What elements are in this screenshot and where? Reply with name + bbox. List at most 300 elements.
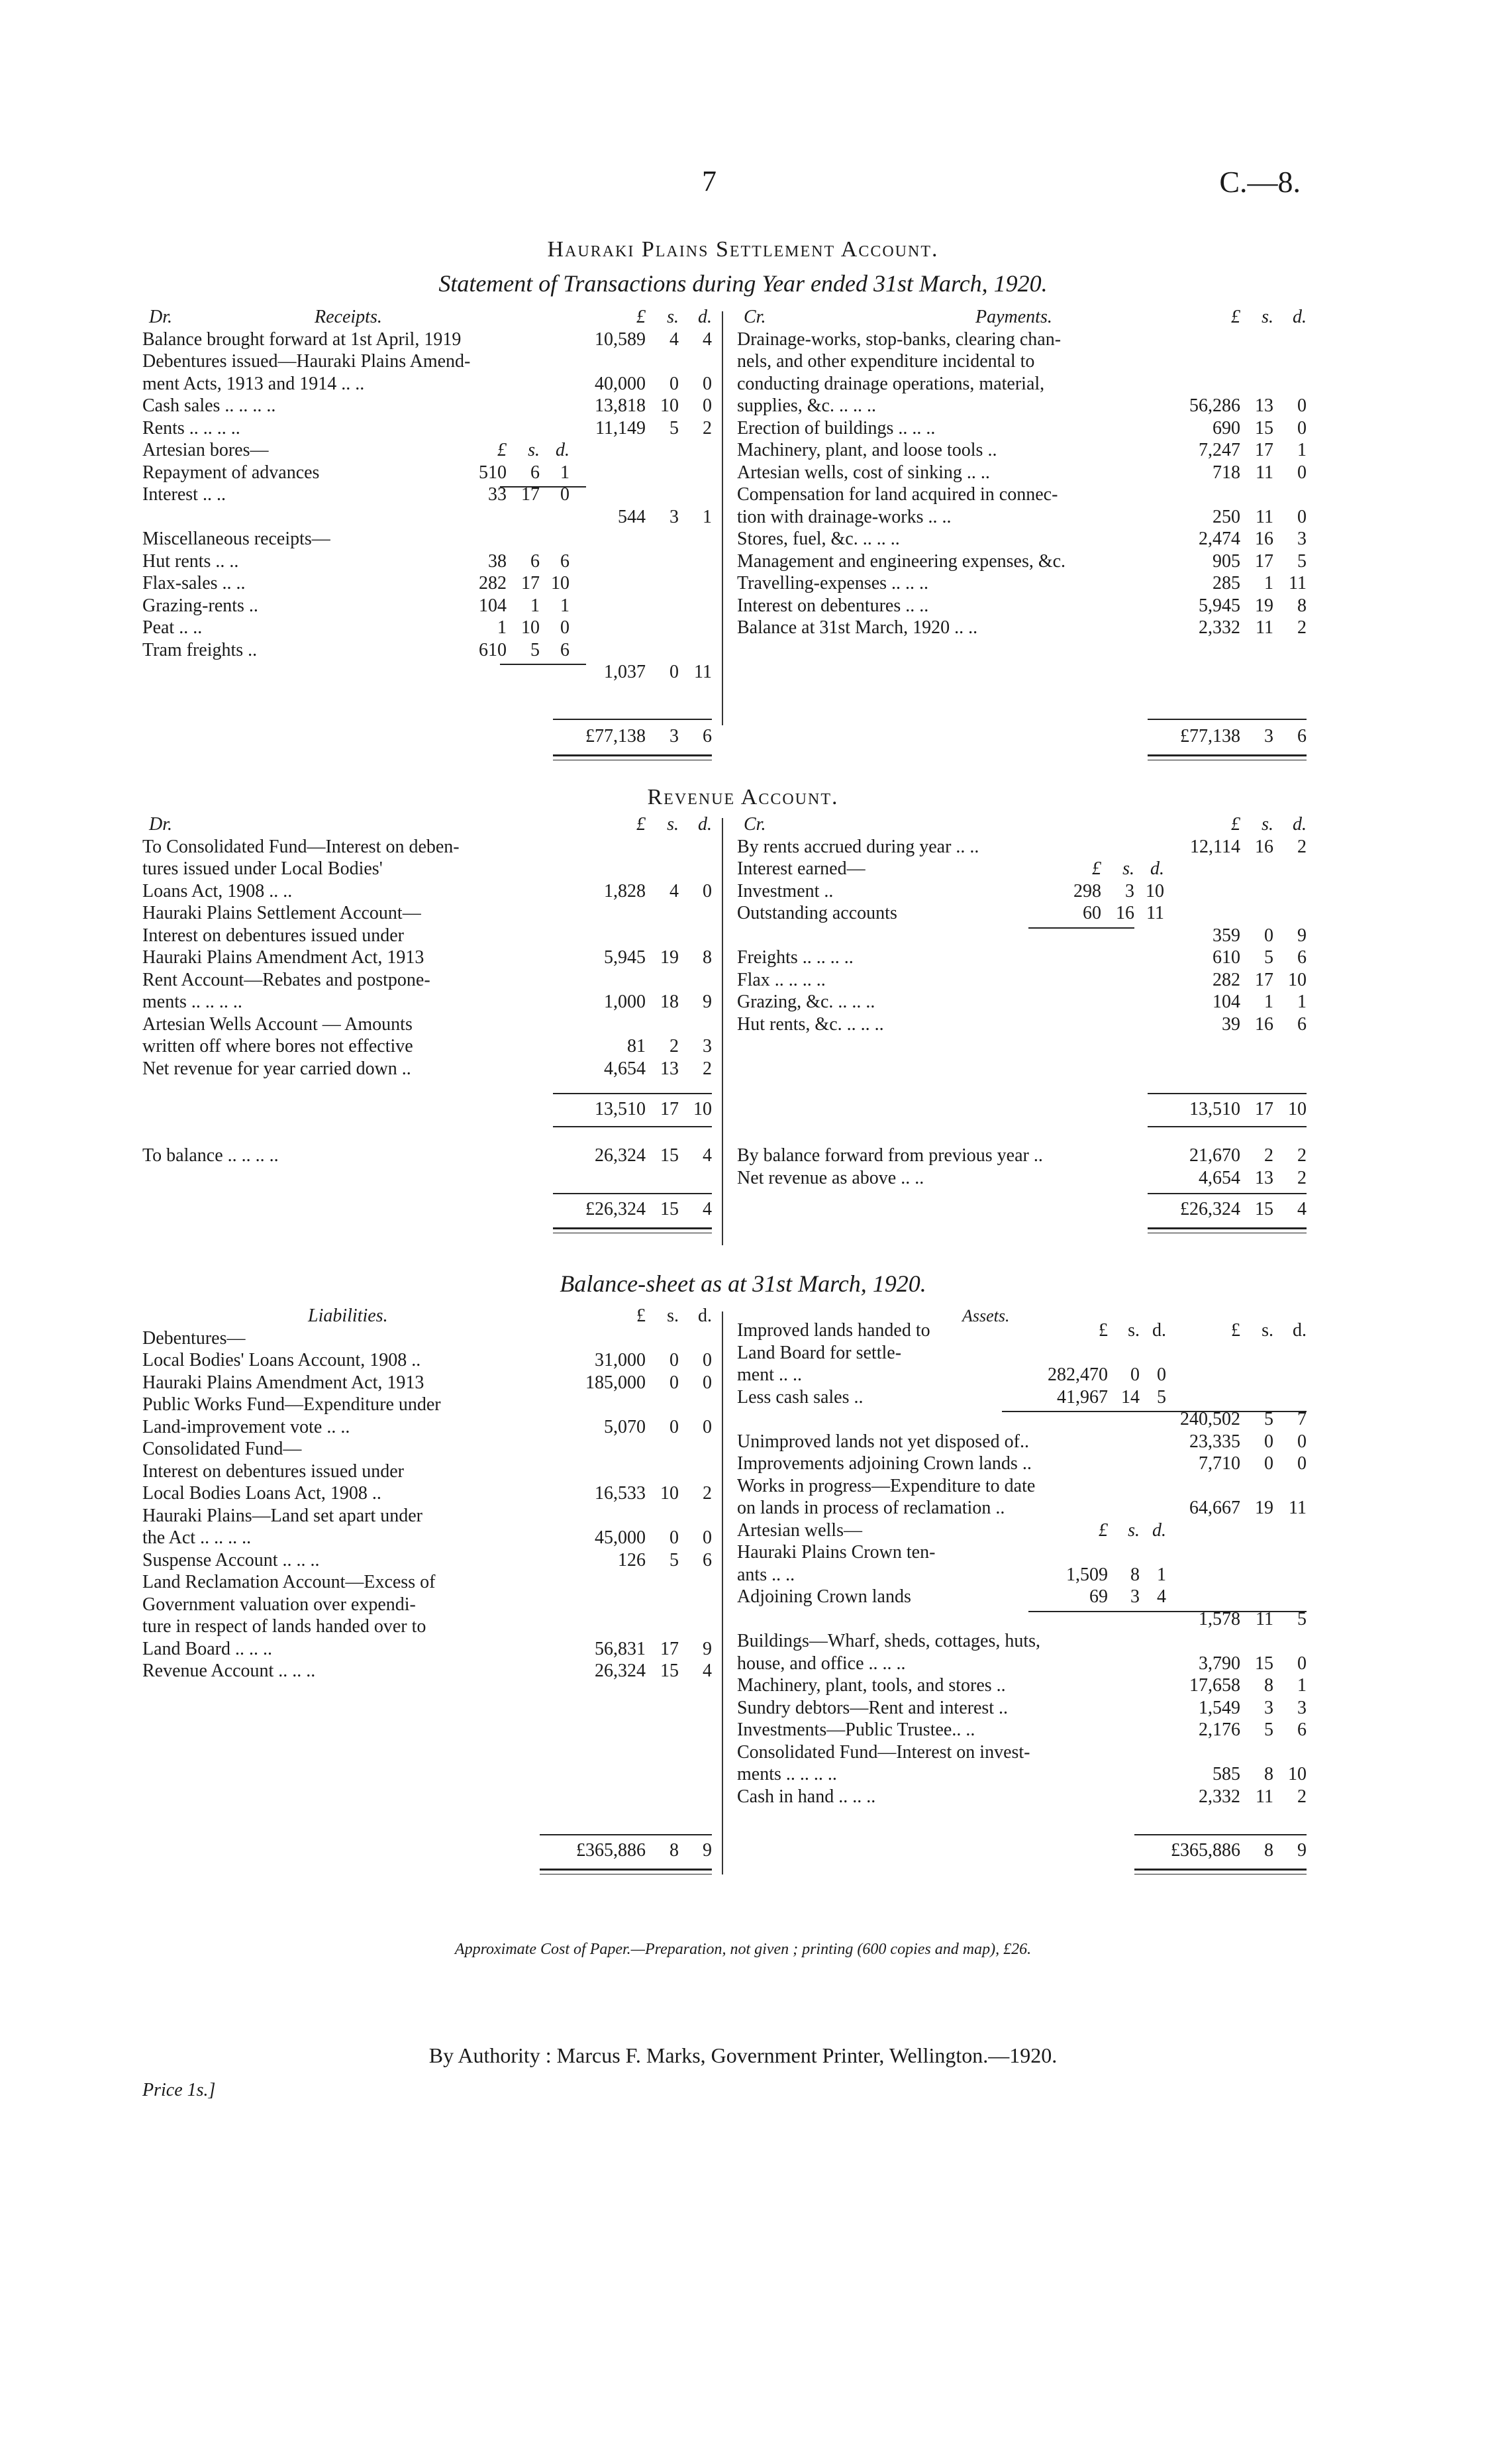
shillings: 16 (1255, 836, 1273, 857)
shillings-header: s. (667, 1306, 679, 1326)
entry-text: the Act .. .. .. .. (142, 1527, 252, 1548)
shillings: 3 (1264, 726, 1273, 747)
inner-shillings: 0 (1130, 1364, 1140, 1385)
dr-label: Dr. (149, 307, 173, 327)
receipts-row (142, 572, 712, 595)
pounds: 718 (1213, 462, 1240, 483)
revenue-subtotal-row (737, 1098, 1307, 1121)
liability-row (142, 1372, 712, 1394)
entry-text: Hut rents, &c. .. .. .. (737, 1013, 884, 1035)
pence-header: d. (698, 814, 712, 835)
receipts-total-double-rule (553, 754, 712, 760)
payments-total-rule (1148, 719, 1307, 720)
shillings: 8 (1264, 1675, 1273, 1696)
inner-pence: 6 (560, 639, 570, 660)
pence: 0 (1297, 1431, 1307, 1452)
liabilities-total-rule (540, 1834, 712, 1835)
pounds-header: £ (636, 814, 646, 835)
pounds: 40,000 (595, 373, 646, 394)
receipts-row (142, 417, 712, 440)
receipts-table (142, 306, 712, 747)
entry-text: Net revenue for year carried down .. (142, 1058, 411, 1079)
pence: 4 (703, 1661, 712, 1681)
entry-text: Machinery, plant, tools, and stores .. (737, 1675, 1006, 1696)
pounds: 4,654 (604, 1058, 646, 1079)
interest-subtotal-rule (1028, 927, 1134, 929)
pounds-header: £ (1231, 307, 1240, 327)
printer-authority: By Authority : Marcus F. Marks, Government Printer, Wellington.—1920. (428, 2043, 1058, 2067)
pence: 8 (703, 947, 712, 968)
revenue-credit-row (737, 925, 1307, 947)
entry-text: Artesian wells, cost of sinking .. .. (737, 462, 990, 483)
by-balance-row (737, 1167, 1307, 1190)
shillings: 10 (660, 395, 679, 416)
inner-shillings: s. (1128, 1519, 1140, 1541)
inner-pounds: 298 (1073, 880, 1101, 901)
receipts-label: Receipts. (315, 307, 382, 327)
pounds: 5,945 (1199, 595, 1240, 616)
entry-text: tures issued under Local Bodies' (142, 858, 383, 879)
inner-pounds: 1 (497, 617, 507, 638)
entry-text: supplies, &c. .. .. .. (737, 395, 876, 416)
payments-row (737, 595, 1307, 617)
entry-text: Rent Account—Rebates and postpone- (142, 969, 430, 990)
assets-total-double-rule (1134, 1869, 1307, 1874)
revenue-total-row (142, 1198, 712, 1221)
shillings: 0 (669, 1527, 679, 1548)
shillings: 4 (669, 880, 679, 901)
pounds: 126 (618, 1549, 646, 1570)
shillings: 3 (669, 506, 679, 527)
revenue-total-row (737, 1198, 1307, 1221)
pounds: 17,658 (1189, 1675, 1240, 1696)
entry-text: Grazing-rents .. (142, 595, 258, 616)
pounds: 7,710 (1199, 1453, 1240, 1474)
pence-header: d. (698, 1306, 712, 1326)
entry-text: Consolidated Fund— (142, 1439, 302, 1459)
entry-text: Artesian Wells Account — Amounts (142, 1013, 413, 1035)
payments-row (737, 439, 1307, 462)
shillings: 17 (660, 1638, 679, 1659)
pence: 8 (1297, 595, 1307, 616)
pence: 9 (1297, 925, 1307, 946)
entry-text: Peat .. .. (142, 617, 203, 638)
shillings-header: s. (667, 307, 679, 327)
shillings: 3 (669, 726, 679, 747)
pence: 0 (703, 373, 712, 394)
revenue-credit-row (737, 880, 1307, 903)
inner-pounds: 33 (488, 484, 507, 505)
asset-row (737, 1564, 1307, 1586)
entry-text: Flax .. .. .. .. (737, 969, 826, 990)
inner-shillings: 8 (1130, 1564, 1140, 1585)
entry-text: Hauraki Plains Amendment Act, 1913 (142, 947, 424, 968)
shillings: 11 (1256, 462, 1273, 483)
liability-row (142, 1482, 712, 1505)
revenue-credit-row (737, 836, 1307, 858)
asset-row (737, 1630, 1307, 1653)
shillings-header: s. (1262, 1320, 1273, 1341)
revenue-debit-row (142, 902, 712, 925)
pence: 1 (1297, 1675, 1307, 1696)
entry-text: Improved lands handed to (737, 1320, 930, 1341)
receipts-row (142, 528, 712, 550)
pence: 4 (703, 1145, 712, 1166)
inner-pence-header: d. (1152, 1320, 1166, 1341)
inner-shillings: s. (1122, 858, 1134, 879)
assets-total-rule (1134, 1834, 1307, 1835)
liability-row (142, 1571, 712, 1594)
revenue-credit-row (737, 902, 1307, 925)
receipts-row (142, 462, 712, 484)
shillings: 11 (1256, 617, 1273, 638)
pence: 9 (1297, 1840, 1307, 1861)
inner-pence: 11 (1146, 903, 1164, 923)
entry-text: tion with drainage-works .. .. (737, 506, 952, 527)
entry-text: Machinery, plant, and loose tools .. (737, 440, 997, 460)
inner-pounds: 104 (479, 595, 507, 616)
inner-pounds: 282 (479, 573, 507, 593)
inner-pounds: 282,470 (1048, 1364, 1108, 1385)
entry-text: To balance .. .. .. .. (142, 1145, 279, 1166)
shillings: 3 (1264, 1697, 1273, 1718)
entry-text: nels, and other expenditure incidental to (737, 351, 1035, 372)
inner-pence: 1 (560, 595, 570, 616)
liability-row (142, 1638, 712, 1661)
inner-shillings: 3 (1130, 1586, 1140, 1607)
shillings: 19 (1255, 1498, 1273, 1518)
receipts-total-rule (553, 719, 712, 720)
shillings: 8 (669, 1840, 679, 1861)
entry-text: Government valuation over expendi- (142, 1594, 416, 1615)
entry-text: Flax-sales .. .. (142, 573, 246, 593)
payments-row (737, 484, 1307, 506)
pounds: 31,000 (595, 1350, 646, 1370)
shillings: 13 (660, 1058, 679, 1079)
approximate-cost-note: Approximate Cost of Paper.—Preparation, not given ; printing (600 copies and map), £26. (454, 1941, 1032, 1958)
shillings: 5 (1264, 1720, 1273, 1740)
shillings: 15 (660, 1145, 679, 1166)
payments-row (737, 550, 1307, 573)
settlement-column-divider (722, 311, 723, 725)
inner-pence: d. (1150, 858, 1164, 879)
entry-text: Debentures— (142, 1327, 246, 1349)
pence: 2 (1297, 1145, 1307, 1166)
revenue-debit-header-row (142, 813, 712, 836)
assets-label: Assets. (962, 1306, 1010, 1325)
asset-row (737, 1431, 1307, 1453)
pence: 1 (703, 506, 712, 527)
pounds: 1,000 (604, 992, 646, 1012)
shillings: 4 (669, 329, 679, 350)
entry-text: Works in progress—Expenditure to date (737, 1475, 1036, 1496)
liability-row (142, 1505, 712, 1527)
asset-row (737, 1364, 1307, 1386)
pence: 6 (1297, 947, 1307, 968)
pounds: 26,324 (595, 1661, 646, 1681)
pounds-header: £ (636, 1306, 646, 1326)
inner-pence: 5 (1157, 1386, 1166, 1408)
entry-text: ment .. .. (737, 1364, 802, 1385)
pounds: 5,070 (604, 1416, 646, 1437)
inner-pounds: 510 (479, 462, 507, 483)
pence: 2 (703, 1058, 712, 1079)
entry-text: Tram freights .. (142, 639, 258, 660)
entry-text: Balance brought forward at 1st April, 1919 (142, 329, 462, 350)
inner-pounds: 69 (1089, 1586, 1108, 1607)
shillings-header: s. (1262, 814, 1273, 835)
asset-row (737, 1519, 1307, 1542)
pence: 10 (693, 1099, 712, 1120)
pence-header: d. (1293, 814, 1307, 835)
inner-pence: 10 (551, 573, 570, 593)
shillings: 11 (1256, 1608, 1273, 1629)
asset-row (737, 1697, 1307, 1720)
liability-row (142, 1438, 712, 1461)
asset-row (737, 1586, 1307, 1608)
inner-pounds: £ (497, 440, 507, 460)
revenue-debit-table (142, 813, 712, 1220)
entry-text: written off where bores not effective (142, 1036, 413, 1056)
pence: 0 (703, 395, 712, 416)
pounds: 13,818 (595, 395, 646, 416)
revenue-debit-row (142, 991, 712, 1013)
asset-row (737, 1342, 1307, 1364)
revenue-debit-row (142, 925, 712, 947)
pence: 5 (1297, 1608, 1307, 1629)
inner-pounds: 41,967 (1057, 1386, 1108, 1408)
pounds: 1,549 (1199, 1697, 1240, 1718)
pence: 1 (1297, 992, 1307, 1012)
inner-shillings: 14 (1121, 1386, 1140, 1408)
receipts-header-row (142, 306, 712, 329)
shillings: 17 (660, 1099, 679, 1120)
pounds: £365,886 (1171, 1840, 1240, 1861)
payments-row (737, 572, 1307, 595)
shillings: 2 (669, 1036, 679, 1056)
entry-text: Buildings—Wharf, sheds, cottages, huts, (737, 1631, 1041, 1651)
entry-text: ants .. .. (737, 1564, 795, 1585)
inner-shillings: 3 (1125, 880, 1134, 901)
pounds: 359 (1213, 925, 1240, 946)
payments-total-row (737, 725, 1307, 748)
pence: 4 (703, 1199, 712, 1220)
revenue-debit-row (142, 1058, 712, 1080)
pounds: 282 (1213, 969, 1240, 990)
assets-header-row (737, 1305, 1307, 1325)
shillings: 10 (660, 1483, 679, 1504)
pounds: 23,335 (1189, 1431, 1240, 1452)
entry-text: Artesian wells— (737, 1519, 862, 1541)
entry-text: Local Bodies' Loans Account, 1908 .. (142, 1350, 421, 1370)
settlement-statement-subtitle: Statement of Transactions during Year ended 31st March, 1920. (438, 270, 1048, 297)
pence: 0 (703, 1372, 712, 1393)
inner-shillings: 6 (530, 462, 540, 483)
inner-pence: 1 (1157, 1564, 1166, 1585)
pounds: 1,578 (1199, 1608, 1240, 1629)
revenue-subtotal-row (142, 1098, 712, 1121)
revenue-debit-row (142, 836, 712, 858)
improved-lands-rule (1002, 1411, 1307, 1412)
pounds: 2,332 (1199, 1786, 1240, 1807)
inner-pounds: £ (1092, 858, 1101, 879)
revenue-debit-row (142, 969, 712, 992)
settlement-account-title: Hauraki Plains Settlement Account. (547, 237, 939, 262)
revenue-credit-row (737, 1013, 1307, 1036)
pounds: 3,790 (1199, 1653, 1240, 1674)
shillings: 0 (669, 1372, 679, 1393)
pence: 9 (703, 992, 712, 1012)
pounds: 240,502 (1180, 1409, 1240, 1429)
pounds-header: £ (1231, 814, 1240, 835)
entry-text: Net revenue as above .. .. (737, 1167, 924, 1188)
entry-text: Grazing, &c. .. .. .. (737, 992, 875, 1012)
pounds: 45,000 (595, 1527, 646, 1548)
entry-text: Hut rents .. .. (142, 550, 239, 572)
asset-row (737, 1453, 1307, 1475)
entry-text: Suspense Account .. .. .. (142, 1549, 320, 1570)
shillings-header: s. (1262, 307, 1273, 327)
revenue-credit-table (737, 813, 1307, 1220)
receipts-row (142, 484, 712, 506)
shillings: 11 (1256, 506, 1273, 527)
pounds: 5,945 (604, 947, 646, 968)
liability-row (142, 1549, 712, 1572)
inner-pounds-header: £ (1099, 1320, 1108, 1341)
entry-text: Improvements adjoining Crown lands .. (737, 1453, 1032, 1474)
asset-row (737, 1475, 1307, 1498)
assets-table (737, 1305, 1307, 1861)
pounds: 2,176 (1199, 1720, 1240, 1740)
pounds: 10,589 (595, 329, 646, 350)
receipts-row (142, 373, 712, 395)
revenue-debit-row (142, 858, 712, 880)
receipts-row (142, 506, 712, 529)
entry-text: Hauraki Plains Settlement Account— (142, 903, 421, 923)
inner-pence: 6 (560, 550, 570, 572)
shillings-header: s. (667, 814, 679, 835)
inner-pence: d. (556, 440, 570, 460)
entry-text: conducting drainage operations, material, (737, 373, 1045, 394)
asset-row (737, 1653, 1307, 1675)
pounds: 690 (1213, 417, 1240, 438)
debit-subtotal-under-rule (553, 1126, 712, 1127)
liabilities-column-header-row (142, 1305, 712, 1327)
pence: 9 (703, 1840, 712, 1861)
liability-row (142, 1461, 712, 1483)
inner-shillings: 1 (530, 595, 540, 616)
entry-text: Outstanding accounts (737, 903, 897, 923)
pounds: 39 (1222, 1013, 1240, 1035)
asset-row (737, 1497, 1307, 1519)
pence: 11 (1289, 1498, 1307, 1518)
inner-pence: d. (1152, 1519, 1166, 1541)
pounds: £365,886 (576, 1840, 646, 1861)
receipts-row (142, 439, 712, 462)
pence: 0 (1297, 506, 1307, 527)
liability-row (142, 1349, 712, 1372)
entry-text: Hauraki Plains—Land set apart under (142, 1505, 422, 1526)
entry-text: Interest on debentures issued under (142, 1461, 404, 1482)
entry-text: Interest on debentures issued under (142, 925, 404, 946)
pence: 0 (1297, 1653, 1307, 1674)
entry-text: Travelling-expenses .. .. .. (737, 573, 929, 593)
shillings: 11 (1256, 1786, 1273, 1807)
pounds: 104 (1213, 992, 1240, 1012)
pence: 0 (1297, 1453, 1307, 1474)
inner-pounds: £ (1099, 1519, 1108, 1541)
cr-label: Cr. (744, 814, 766, 835)
receipts-row (142, 639, 712, 662)
pounds: 81 (627, 1036, 646, 1056)
liabilities-table (142, 1305, 712, 1861)
payments-row (737, 617, 1307, 639)
payments-row (737, 373, 1307, 395)
shillings: 19 (1255, 595, 1273, 616)
shillings: 13 (1255, 395, 1273, 416)
pence-header: d. (698, 307, 712, 327)
pence: 0 (703, 1527, 712, 1548)
revenue-column-divider (722, 818, 723, 1245)
shillings: 0 (1264, 1453, 1273, 1474)
to-balance-row (142, 1145, 712, 1167)
inner-pence: 0 (560, 484, 570, 505)
payments-row (737, 462, 1307, 484)
pounds: 185,000 (585, 1372, 646, 1393)
pounds: 13,510 (595, 1099, 646, 1120)
pounds: 56,286 (1189, 395, 1240, 416)
debit-subtotal-rule (553, 1093, 712, 1094)
shillings: 15 (660, 1661, 679, 1681)
entry-text: Cash in hand .. .. .. (737, 1786, 876, 1807)
shillings: 8 (1264, 1764, 1273, 1784)
pence: 10 (1288, 1099, 1307, 1120)
shillings: 8 (1264, 1840, 1273, 1861)
entry-text: Public Works Fund—Expenditure under (142, 1394, 441, 1415)
shillings: 16 (1255, 529, 1273, 549)
pence: 0 (703, 1416, 712, 1437)
entry-text: Artesian bores— (142, 440, 269, 460)
liability-row (142, 1394, 712, 1416)
shillings: 17 (1255, 440, 1273, 460)
inner-pence: 0 (560, 617, 570, 638)
pounds: 585 (1213, 1764, 1240, 1784)
pounds: 1,828 (604, 880, 646, 901)
balance-sheet-column-divider (722, 1311, 723, 1874)
asset-row (737, 1763, 1307, 1786)
entry-text: ment Acts, 1913 and 1914 .. .. (142, 373, 365, 394)
pounds: 21,670 (1189, 1145, 1240, 1166)
asset-row (737, 1541, 1307, 1564)
pounds: 11,149 (595, 417, 646, 438)
entry-text: Land Reclamation Account—Excess of (142, 1572, 436, 1592)
pounds: 4,654 (1199, 1167, 1240, 1188)
entry-text: Miscellaneous receipts— (142, 529, 330, 549)
pence: 0 (703, 880, 712, 901)
entry-text: Loans Act, 1908 .. .. (142, 880, 293, 901)
shillings: 15 (1255, 417, 1273, 438)
pence: 9 (703, 1638, 712, 1659)
asset-row (737, 1741, 1307, 1764)
pounds: 56,831 (595, 1638, 646, 1659)
pence: 2 (1297, 1167, 1307, 1188)
entry-text: on lands in process of reclamation .. (737, 1498, 1005, 1518)
inner-shillings: 10 (521, 617, 540, 638)
entry-text: ments .. .. .. .. (142, 992, 242, 1012)
entry-text: Hauraki Plains Amendment Act, 1913 (142, 1372, 424, 1393)
shillings: 16 (1255, 1013, 1273, 1035)
shillings: 0 (1264, 925, 1273, 946)
